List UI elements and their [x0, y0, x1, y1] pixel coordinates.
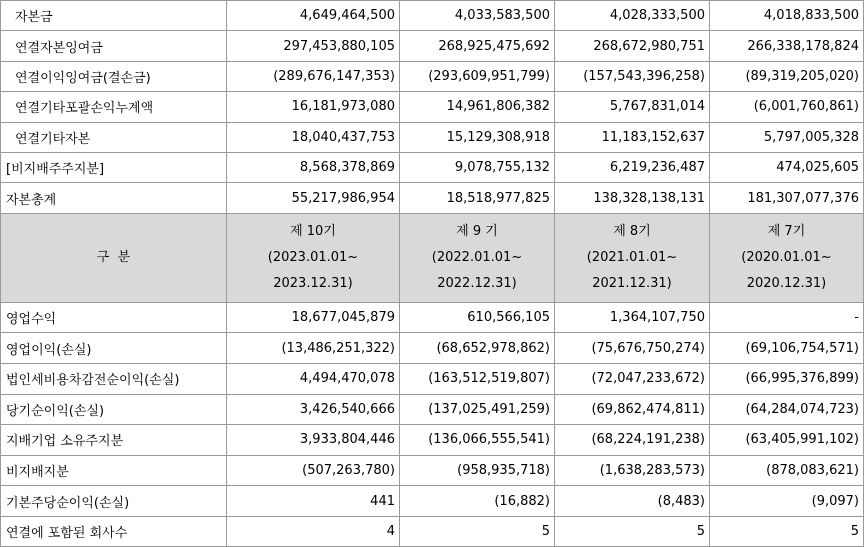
period-end: 2021.12.31) [592, 275, 672, 291]
table-row [1, 302, 864, 333]
period-name: 제 10기 [290, 223, 336, 239]
cell-value: (75,676,750,274) [555, 333, 710, 364]
table-row [1, 31, 864, 61]
cell-value: 610,566,105 [400, 302, 555, 333]
table-row [1, 486, 864, 517]
table-row [1, 455, 864, 486]
table-row [1, 183, 864, 213]
table-row [1, 333, 864, 364]
header-period [227, 213, 400, 302]
row-label: 연결기타포괄손익누계액 [1, 92, 227, 122]
row-label: 연결에 포함된 회사수 [1, 516, 227, 547]
period-name: 제 9 기 [456, 223, 498, 239]
cell-value: (72,047,233,672) [555, 363, 710, 394]
table-row [1, 363, 864, 394]
cell-value: (507,263,780) [227, 455, 400, 486]
row-label: 연결자본잉여금 [1, 31, 227, 61]
cell-value: (13,486,251,322) [227, 333, 400, 364]
cell-value: (157,543,396,258) [555, 61, 710, 91]
period-end: 2020.12.31) [746, 275, 827, 291]
table-row [1, 152, 864, 182]
cell-value: 4,649,464,500 [227, 1, 400, 31]
table-row [1, 61, 864, 91]
row-label: 영업이익(손실) [1, 333, 227, 364]
cell-value: (68,224,191,238) [555, 425, 710, 456]
period-start: (2023.01.01~ [267, 249, 359, 265]
cell-value: 297,453,880,105 [227, 31, 400, 61]
table-row [1, 1, 864, 31]
cell-value: (958,935,718) [400, 455, 555, 486]
cell-value: 18,040,437,753 [227, 122, 400, 152]
cell-value: (136,066,555,541) [400, 425, 555, 456]
cell-value: (66,995,376,899) [710, 363, 864, 394]
cell-value: (163,512,519,807) [400, 363, 555, 394]
cell-value: 3,426,540,666 [227, 394, 400, 425]
cell-value: 9,078,755,132 [400, 152, 555, 182]
row-label: 영업수익 [1, 302, 227, 333]
cell-value: (9,097) [710, 486, 864, 517]
row-label: 지배기업 소유주지분 [1, 425, 227, 456]
row-label: 연결기타자본 [1, 122, 227, 152]
period-name: 제 7기 [767, 223, 806, 239]
cell-value: 5,797,005,328 [710, 122, 864, 152]
row-label: [비지배주주지분] [1, 152, 227, 182]
cell-value: - [710, 302, 864, 333]
period-start: (2020.01.01~ [741, 249, 832, 265]
cell-value: 55,217,986,954 [227, 183, 400, 213]
period-end: 2022.12.31) [437, 275, 517, 291]
table-row [1, 92, 864, 122]
header-period [710, 213, 864, 302]
cell-value: 268,672,980,751 [555, 31, 710, 61]
cell-value: 4,018,833,500 [710, 1, 864, 31]
cell-value: (1,638,283,573) [555, 455, 710, 486]
cell-value: 441 [227, 486, 400, 517]
cell-value: 268,925,475,692 [400, 31, 555, 61]
header-period [400, 213, 555, 302]
cell-value: 5 [555, 516, 710, 547]
row-label: 기본주당순이익(손실) [1, 486, 227, 517]
cell-value: 6,219,236,487 [555, 152, 710, 182]
cell-value: 4 [227, 516, 400, 547]
row-label: 비지배지분 [1, 455, 227, 486]
cell-value: (16,882) [400, 486, 555, 517]
cell-value: 1,364,107,750 [555, 302, 710, 333]
header-label: 구 분 [1, 213, 227, 302]
cell-value: 138,328,138,131 [555, 183, 710, 213]
cell-value: 11,183,152,637 [555, 122, 710, 152]
cell-value: 4,033,583,500 [400, 1, 555, 31]
cell-value: (137,025,491,259) [400, 394, 555, 425]
cell-value: (64,284,074,723) [710, 394, 864, 425]
row-label: 법인세비용차감전순이익(손실) [1, 363, 227, 394]
cell-value: 14,961,806,382 [400, 92, 555, 122]
table-row [1, 425, 864, 456]
cell-value: 16,181,973,080 [227, 92, 400, 122]
cell-value: 18,518,977,825 [400, 183, 555, 213]
period-start: (2021.01.01~ [586, 249, 678, 265]
row-label: 자본총계 [1, 183, 227, 213]
cell-value: 5,767,831,014 [555, 92, 710, 122]
cell-value: 3,933,804,446 [227, 425, 400, 456]
cell-value: 4,494,470,078 [227, 363, 400, 394]
period-end: 2023.12.31) [273, 275, 353, 291]
cell-value: (89,319,205,020) [710, 61, 864, 91]
cell-value: (8,483) [555, 486, 710, 517]
cell-value: (69,106,754,571) [710, 333, 864, 364]
cell-value: 4,028,333,500 [555, 1, 710, 31]
row-label: 연결이익잉여금(결손금) [1, 61, 227, 91]
period-name: 제 8기 [613, 223, 651, 239]
period-start: (2022.01.01~ [431, 249, 523, 265]
table-row [1, 394, 864, 425]
header-period [555, 213, 710, 302]
cell-value: (63,405,991,102) [710, 425, 864, 456]
table-row [1, 516, 864, 547]
cell-value: 474,025,605 [710, 152, 864, 182]
cell-value: 266,338,178,824 [710, 31, 864, 61]
cell-value: (878,083,621) [710, 455, 864, 486]
row-label: 당기순이익(손실) [1, 394, 227, 425]
cell-value: 5 [710, 516, 864, 547]
table-header-row [1, 213, 864, 302]
cell-value: (293,609,951,799) [400, 61, 555, 91]
cell-value: 15,129,308,918 [400, 122, 555, 152]
cell-value: (289,676,147,353) [227, 61, 400, 91]
cell-value: 18,677,045,879 [227, 302, 400, 333]
cell-value: (68,652,978,862) [400, 333, 555, 364]
row-label: 자본금 [1, 1, 227, 31]
cell-value: 181,307,077,376 [710, 183, 864, 213]
cell-value: 5 [400, 516, 555, 547]
cell-value: (6,001,760,861) [710, 92, 864, 122]
cell-value: 8,568,378,869 [227, 152, 400, 182]
table-row [1, 122, 864, 152]
cell-value: (69,862,474,811) [555, 394, 710, 425]
